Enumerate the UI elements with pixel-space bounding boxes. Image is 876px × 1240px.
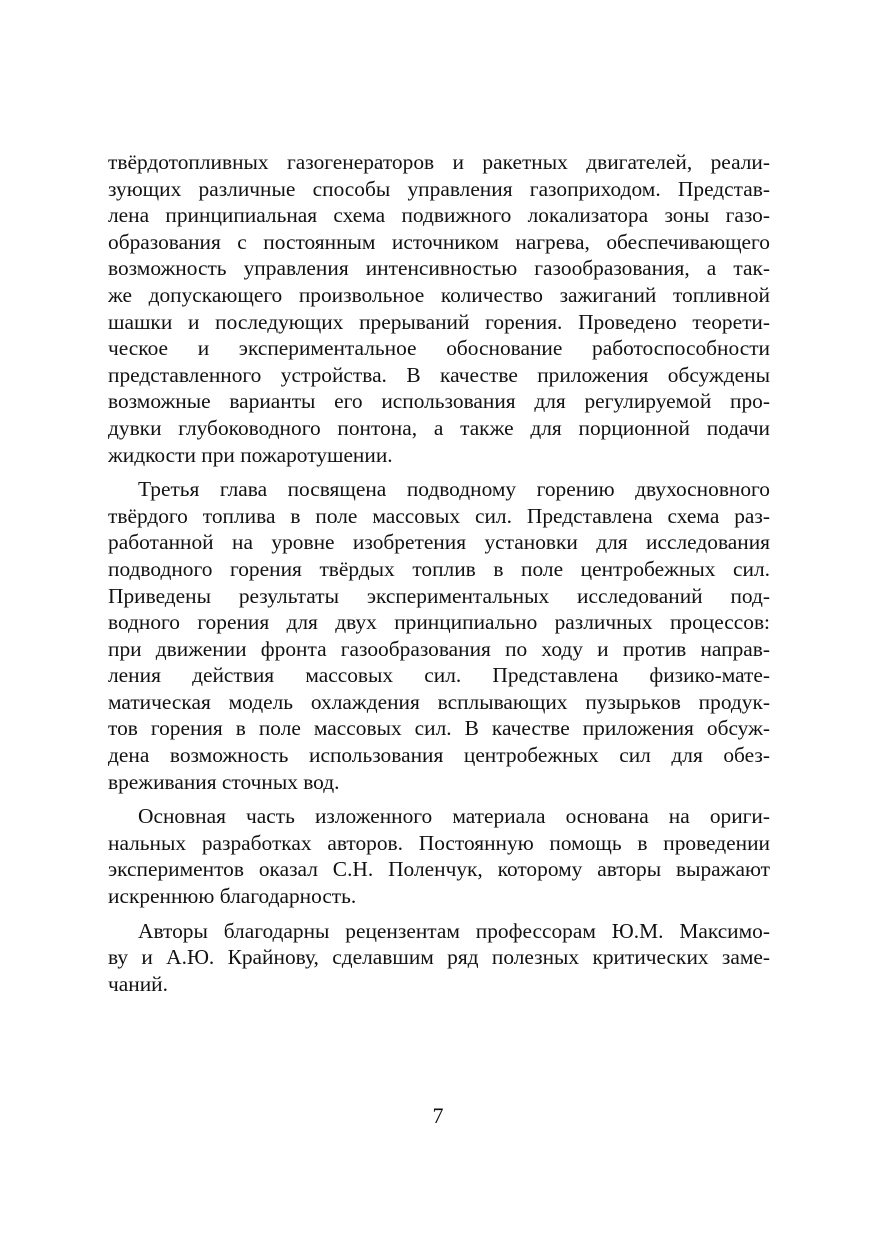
text-line: зующих различные способы управления газоприходом. Представ- — [108, 176, 770, 201]
text-line: Третья глава посвящена подводному горению двухосновного — [138, 477, 770, 502]
text-line: лена принципиальная схема подвижного локализатора зоны газо- — [108, 203, 770, 228]
text-line: экспериментов оказал С.Н. Поленчук, которому авторы выражают — [108, 857, 770, 882]
text-line: представленного устройства. В качестве приложения обсуждены — [108, 362, 770, 387]
text-line: подводного горения твёрдых топлив в поле центробежных сил. — [108, 556, 770, 581]
text-line: работанной на уровне изобретения установки для исследования — [108, 530, 770, 555]
text-line: Авторы благодарны рецензентам профессорам Ю.М. Максимо- — [138, 918, 770, 943]
text-line: матическая модель охлаждения всплывающих пузырьков продук- — [108, 689, 770, 714]
text-line: чаний. — [108, 971, 168, 996]
text-line: жидкости при пожаротушении. — [108, 442, 393, 467]
text-line: Приведены результаты экспериментальных исследований под- — [108, 583, 770, 608]
text-line: нальных разработках авторов. Постоянную помощь в проведении — [108, 830, 770, 855]
text-line: твёрдотопливных газогенераторов и ракетных двигателей, реали- — [108, 150, 770, 174]
text-line: твёрдого топлива в поле массовых сил. Представлена схема раз- — [108, 503, 770, 528]
text-line: же допускающего произвольное количество зажиганий топливной — [108, 282, 770, 307]
paragraph-1 — [108, 149, 770, 468]
text-line: тов горения в поле массовых сил. В качестве приложения обсуж- — [108, 716, 770, 741]
text-line: ву и А.Ю. Крайнову, сделавшим ряд полезных критических заме- — [108, 945, 770, 970]
paragraph-3 — [108, 803, 770, 909]
page-number: 7 — [432, 1103, 444, 1128]
paragraph-2 — [108, 476, 770, 795]
text-line: при движении фронта газообразования по ходу и против направ- — [108, 636, 770, 661]
text-line: дувки глубоководного понтона, а также для порционной подачи — [108, 415, 770, 440]
text-line: образования с постоянным источником нагрева, обеспечивающего — [108, 229, 770, 254]
page-body — [108, 149, 770, 997]
text-line: шашки и последующих прерываний горения. Проведено теорети- — [108, 309, 770, 334]
text-line: ческое и экспериментальное обоснование работоспособности — [108, 336, 770, 361]
paragraph-4 — [108, 918, 770, 998]
text-line: дена возможность использования центробежных сил для обез- — [108, 743, 770, 768]
paragraph-gap — [108, 910, 770, 918]
text-line: водного горения для двух принципиально различных процессов: — [108, 610, 770, 635]
text-line: возможность управления интенсивностью газообразования, а так- — [108, 256, 770, 281]
text-line: возможные варианты его использования для регулируемой про- — [108, 389, 770, 414]
text-line: Основная часть изложенного материала основана на ориги- — [138, 804, 770, 829]
text-line: ления действия массовых сил. Представлена физико-мате- — [108, 663, 770, 688]
paragraph-gap — [108, 468, 770, 476]
paragraph-gap — [108, 795, 770, 803]
text-line: искреннюю благодарность. — [108, 884, 357, 909]
text-line: вреживания сточных вод. — [108, 769, 340, 794]
